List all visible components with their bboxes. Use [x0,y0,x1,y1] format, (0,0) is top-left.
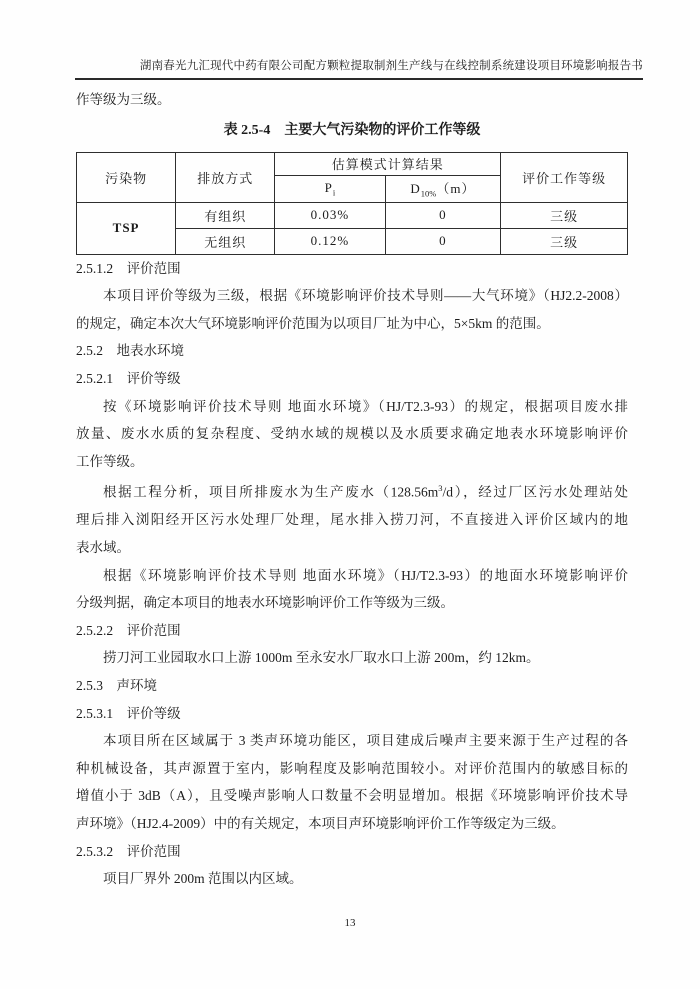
paragraph-line: 的规定，确定本次大气环境影响评价范围为以项目厂址为中心，5×5km 的范围。 [76,315,550,331]
cell-pollutant-tsp: TSP [77,202,176,254]
d10-unit: （m） [436,181,476,197]
section-heading-2-5-1-2: 2.5.1.2 评价范围 [76,260,181,276]
header-title: 湖南春光九汇现代中药有限公司配方颗粒提取制剂生产线与在线控制系统建设项目环境影响报告书 [139,60,643,72]
paragraph-text: 根据工程分析，项目所排废水为生产废水（128.56m [103,484,439,500]
paragraph-line: 放量、废水水质的复杂程度、受纳水域的规模以及水质要求确定地表水环境影响评价 [76,426,628,442]
cell-emission-unorganized: 无组织 [176,228,275,254]
paragraph-continuation-line: 作等级为三级。 [76,92,171,107]
header-cell-d10 [385,175,501,202]
paragraph-line: 表水域。 [76,540,130,556]
cell-pi-value: 0.03% [275,202,385,228]
cell-d-value: 0 [385,228,501,254]
cell-grade: 三级 [501,228,628,254]
section-heading-2-5-3-1: 2.5.3.1 评价等级 [76,705,181,721]
cell-grade: 三级 [501,202,628,228]
paragraph-line: 捞刀河工业园取水口上游 1000m 至永安水厂取水口上游 200m，约 12km。 [103,650,540,666]
paragraph-line: 按《环境影响评价技术导则 地面水环境》（HJ/T2.3-93）的规定，根据项目废水排 [103,398,628,414]
page-header [75,57,643,80]
page-number: 13 [344,917,356,929]
paragraph-line: 增值小于 3dB（A），且受噪声影响人口数量不会明显增加。根据《环境影响评价技术导 [76,788,628,804]
paragraph-line: 工作等级。 [76,453,144,469]
header-cell-model-result: 估算模式计算结果 [275,152,501,175]
d10-symbol: D [410,181,421,197]
paragraph-line: 根据《环境影响评价技术导则 地面水环境》（HJ/T2.3-93）的地面水环境影响评价 [103,567,628,583]
table-row [77,202,628,228]
pollutant-evaluation-table [76,152,628,255]
paragraph-line: 分级判据，确定本项目的地表水环境影响评价工作等级为三级。 [76,595,454,611]
section-heading-2-5-2: 2.5.2 地表水环境 [76,343,184,359]
cell-pi-value: 0.12% [275,228,385,254]
paragraph-text: /d），经过厂区污水处理站处 [442,484,628,500]
cubic-meter-superscript: 3 [438,483,443,494]
paragraph-line [76,475,628,506]
cell-emission-organized: 有组织 [176,202,275,228]
header-cell-pi [275,175,385,202]
pi-symbol: P [324,179,333,195]
paragraph-line: 本项目评价等级为三级，根据《环境影响评价技术导则——大气环境》（HJ2.2-2008） [103,288,628,304]
table-caption: 表 2.5-4 主要大气污染物的评价工作等级 [223,122,481,138]
header-cell-emission-mode: 排放方式 [176,152,275,202]
table-header-row-1 [77,152,628,175]
paragraph-line: 理后排入浏阳经开区污水处理厂处理，尾水排入捞刀河，不直接进入评价区域内的地 [76,512,628,528]
section-heading-2-5-3: 2.5.3 声环境 [76,678,157,693]
page-content [76,86,628,893]
section-heading-2-5-2-1: 2.5.2.1 评价等级 [76,370,181,386]
section-heading-2-5-2-2: 2.5.2.2 评价范围 [76,622,181,638]
section-heading-2-5-3-2: 2.5.3.2 评价范围 [76,843,181,859]
page-footer [0,917,700,929]
cell-d-value: 0 [385,202,501,228]
header-cell-pollutant: 污染物 [77,152,176,202]
header-cell-evaluation-grade: 评价工作等级 [501,152,628,202]
d10-subscript: 10% [420,188,437,199]
paragraph-line: 项目厂界外 200m 范围以内区域。 [103,871,303,887]
paragraph-line: 声环境》（HJ2.4-2009）中的有关规定，本项目声环境影响评价工作等级定为三级。 [76,815,565,831]
pi-subscript: i [332,187,336,198]
paragraph-line: 本项目所在区域属于 3 类声环境功能区，项目建成后噪声主要来源于生产过程的各 [103,733,628,749]
paragraph-line: 种机械设备，其声源置于室内，影响程度及影响范围较小。对评价范围内的敏感目标的 [76,760,628,776]
